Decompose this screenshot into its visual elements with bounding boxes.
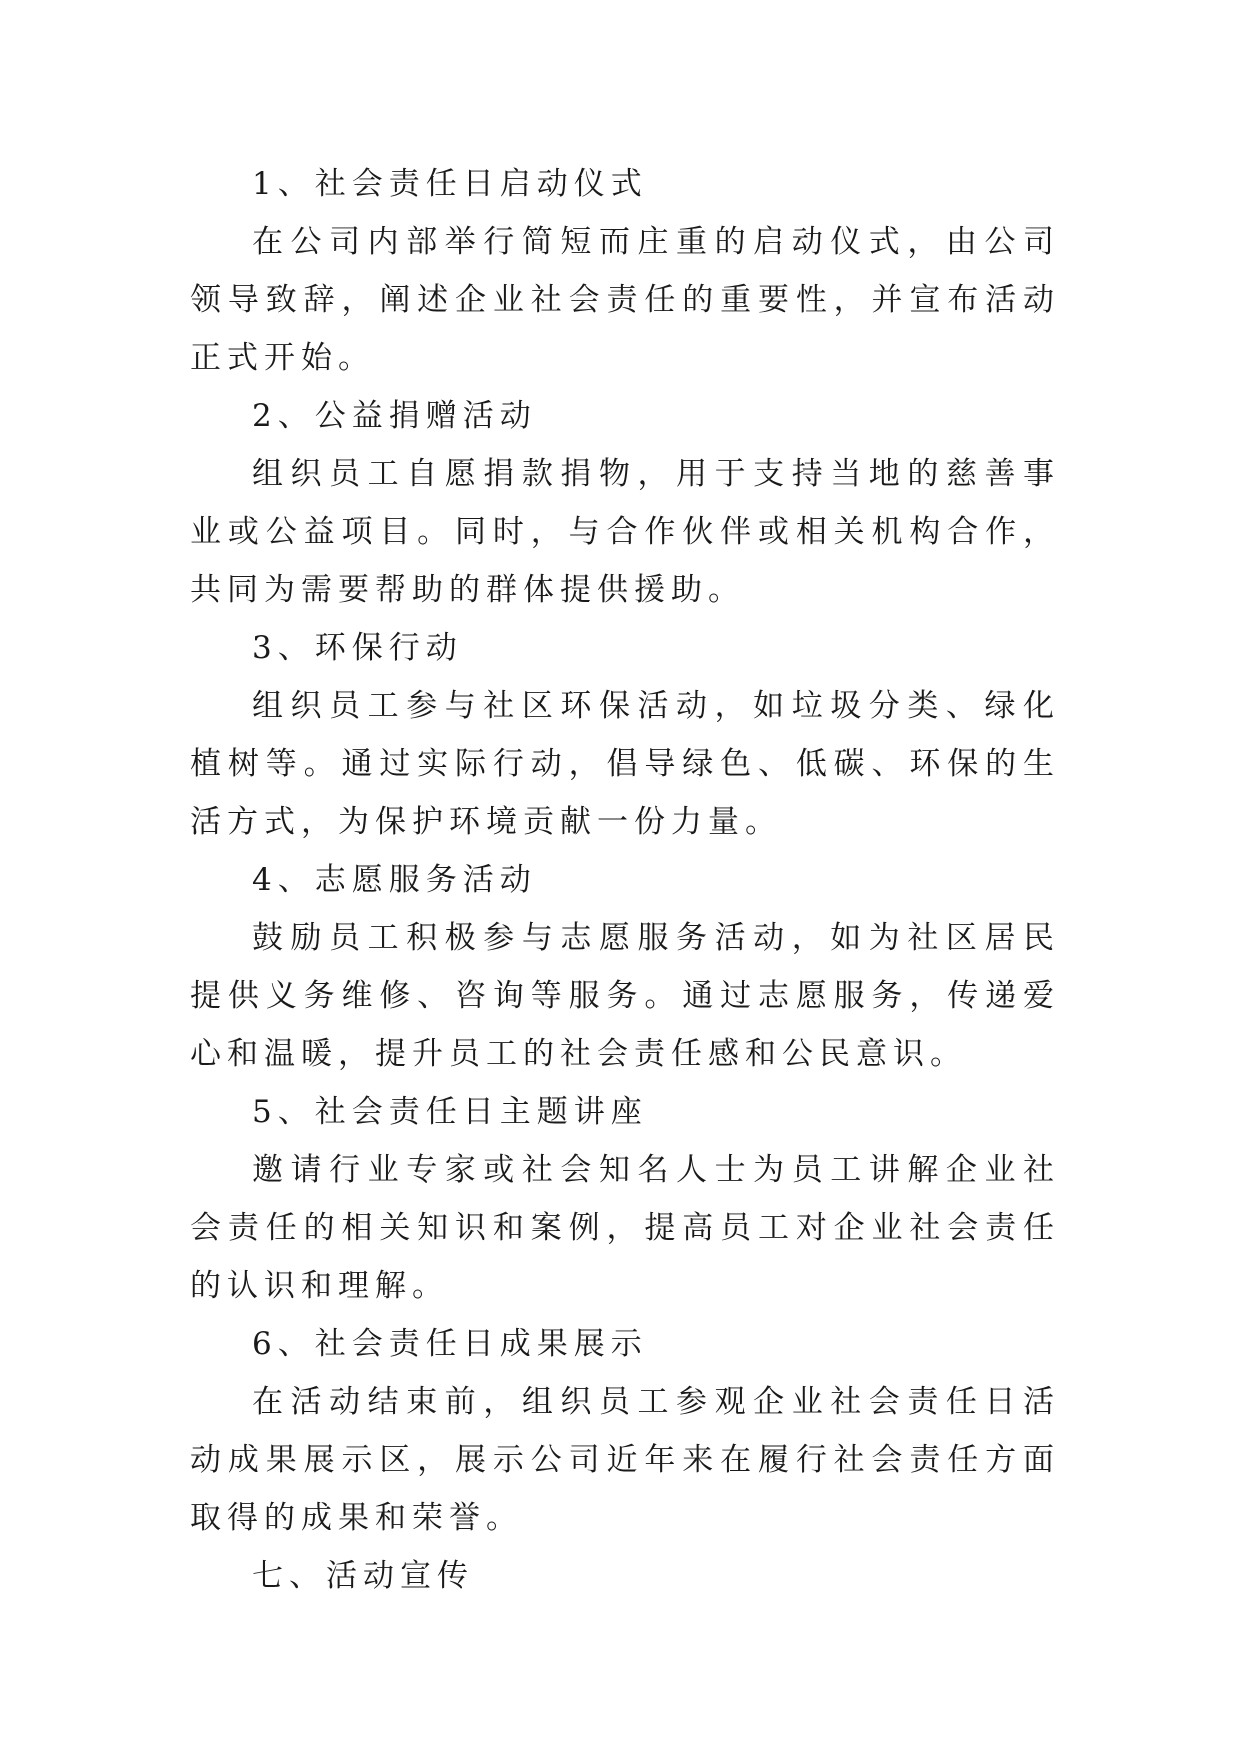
paragraph-charity-donation: 组织员工自愿捐款捐物，用于支持当地的慈善事业或公益项目。同时，与合作伙伴或相关机构合作，共同为需要帮助的群体提供援助。 <box>190 456 1060 608</box>
section-heading-volunteer-service: 4、志愿服务活动 <box>252 862 537 898</box>
section-heading-activity-promotion: 七、活动宣传 <box>252 1558 474 1594</box>
section-heading-theme-lecture: 5、社会责任日主题讲座 <box>252 1094 648 1130</box>
paragraph-environmental-action: 组织员工参与社区环保活动，如垃圾分类、绿化植树等。通过实际行动，倡导绿色、低碳、环保的生活方式，为保护环境贡献一份力量。 <box>190 688 1060 840</box>
paragraph-results-display: 在活动结束前，组织员工参观企业社会责任日活动成果展示区，展示公司近年来在履行社会责任方面取得的成果和荣誉。 <box>190 1384 1060 1536</box>
section-heading-launch-ceremony: 1、社会责任日启动仪式 <box>252 166 648 202</box>
section-heading-charity-donation: 2、公益捐赠活动 <box>252 398 537 434</box>
section-heading-environmental-action: 3、环保行动 <box>252 630 463 666</box>
paragraph-theme-lecture: 邀请行业专家或社会知名人士为员工讲解企业社会责任的相关知识和案例，提高员工对企业社会责任的认识和理解。 <box>190 1152 1060 1304</box>
section-heading-results-display: 6、社会责任日成果展示 <box>252 1326 648 1362</box>
paragraph-launch-ceremony: 在公司内部举行简短而庄重的启动仪式，由公司领导致辞，阐述企业社会责任的重要性，并宣布活动正式开始。 <box>190 224 1060 376</box>
paragraph-volunteer-service: 鼓励员工积极参与志愿服务活动，如为社区居民提供义务维修、咨询等服务。通过志愿服务，传递爱心和温暖，提升员工的社会责任感和公民意识。 <box>190 920 1060 1072</box>
document-body <box>190 155 1060 1605</box>
